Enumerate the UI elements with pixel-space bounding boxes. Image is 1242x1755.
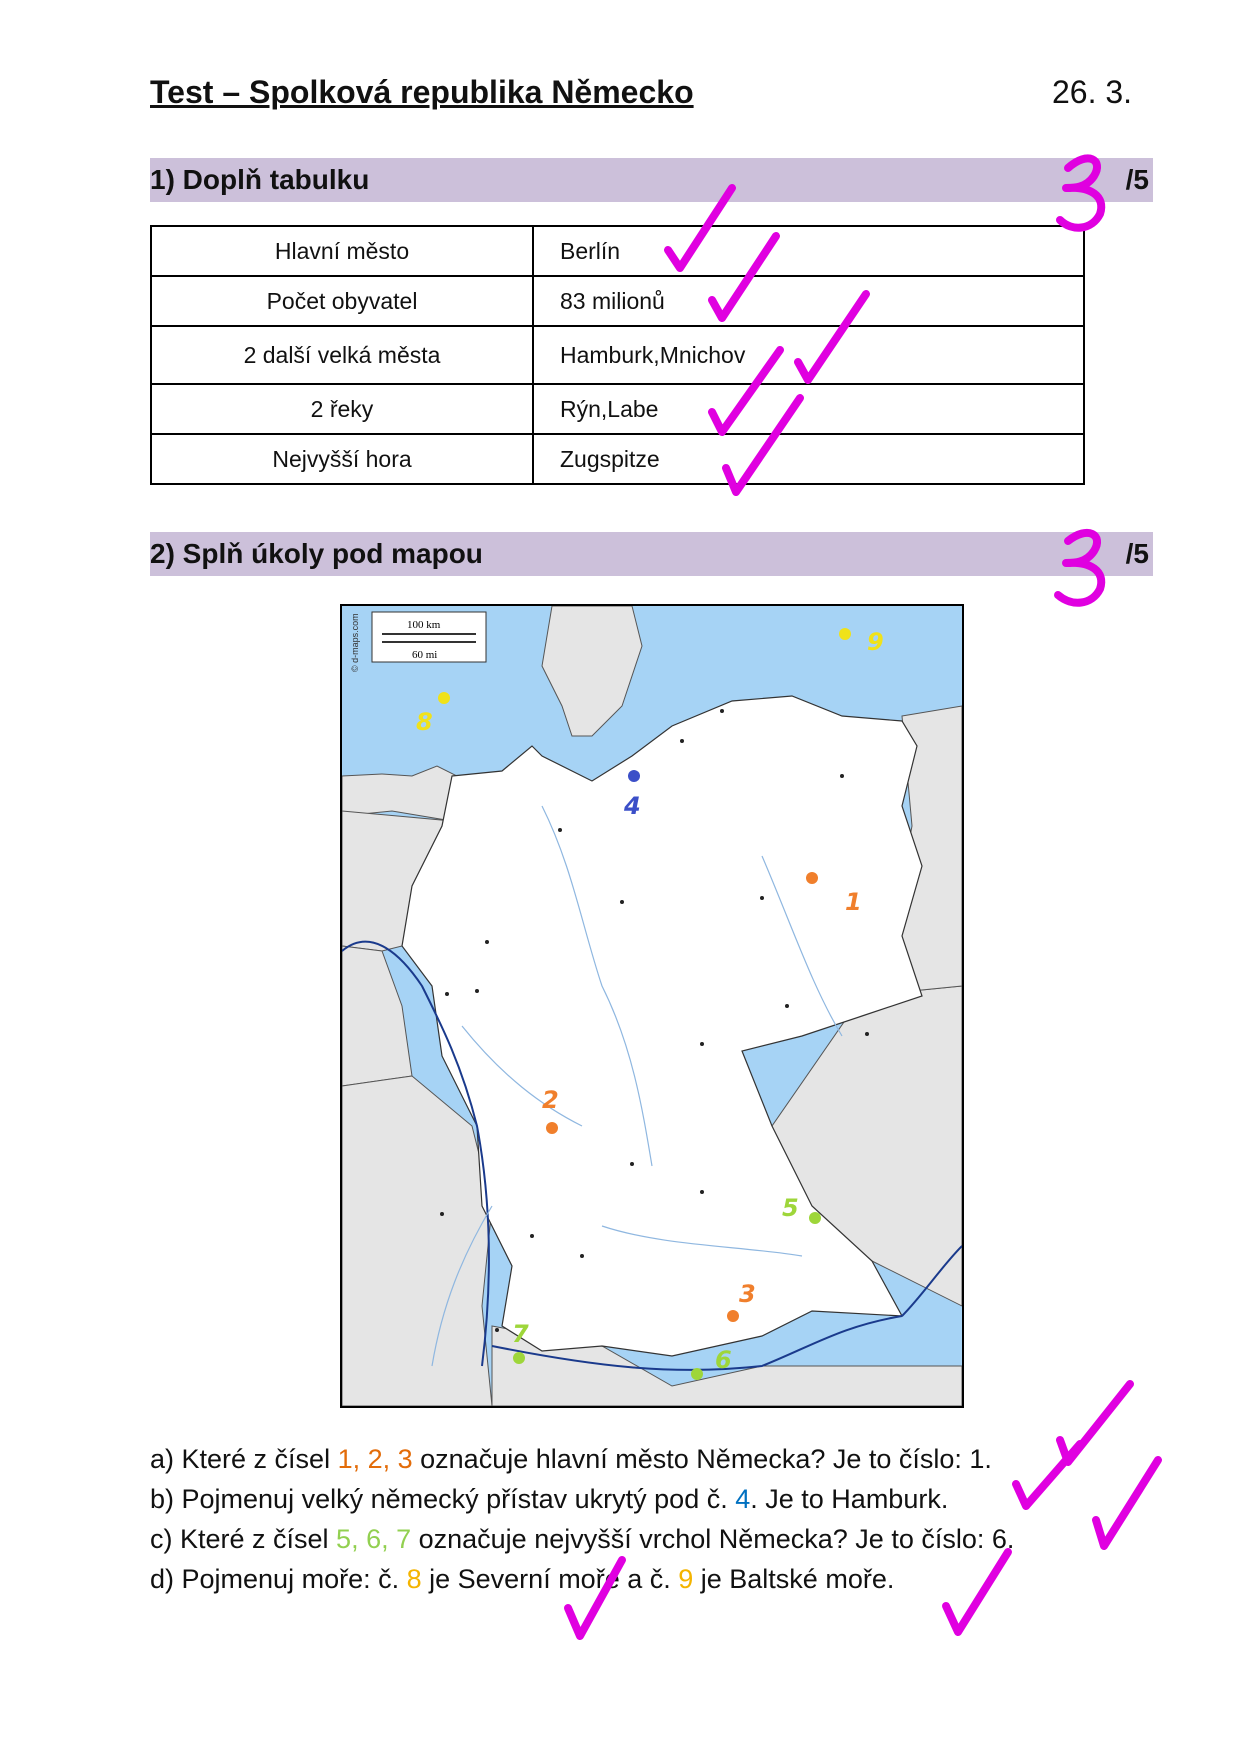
facts-table [150, 225, 1085, 485]
table-value: 83 milionů [533, 276, 1084, 326]
marker-7-dot [513, 1352, 525, 1364]
table-key: Nejvyšší hora [151, 434, 533, 484]
section-1-label: 1) Doplň tabulku [150, 164, 370, 195]
table-value: Berlín [533, 226, 1084, 276]
question-a: a) Které z čísel 1, 2, 3 označuje hlavní město Německa? Je to číslo: 1. [150, 1444, 992, 1474]
germany-map [340, 604, 964, 1408]
table-row [151, 384, 1084, 434]
marker-5-dot [809, 1212, 821, 1224]
marker-2-dot [546, 1122, 558, 1134]
section-1-score: /5 [1125, 164, 1149, 195]
question-c-numbers: 5, 6, 7 [336, 1524, 412, 1554]
table-row [151, 434, 1084, 484]
check-mark-icon [1096, 1460, 1158, 1546]
marker-1-label: 1 [845, 888, 862, 916]
marker-9-dot [839, 628, 851, 640]
table-key: 2 řeky [151, 384, 533, 434]
table-key: Hlavní město [151, 226, 533, 276]
question-a-numbers: 1, 2, 3 [337, 1444, 413, 1474]
marker-3-label: 3 [739, 1280, 756, 1308]
map-svg [342, 606, 962, 1406]
marker-2-label: 2 [542, 1086, 559, 1114]
map-credit: © d-maps.com [350, 613, 360, 672]
section-2-score: /5 [1125, 538, 1149, 569]
table-row [151, 276, 1084, 326]
table-value: Zugspitze [533, 434, 1084, 484]
marker-8-label: 8 [416, 708, 433, 736]
page-title: Test – Spolková republika Německo [150, 74, 694, 110]
test-date: 26. 3. [1052, 74, 1133, 110]
marker-6-dot [691, 1368, 703, 1380]
question-c: c) Které z čísel 5, 6, 7 označuje nejvyšší vrchol Německa? Je to číslo: 6. [150, 1524, 1015, 1554]
marker-6-label: 6 [715, 1346, 732, 1374]
check-mark-icon [946, 1552, 1008, 1632]
marker-9-label: 9 [867, 628, 884, 656]
table-row [151, 226, 1084, 276]
marker-7-label: 7 [512, 1320, 529, 1348]
marker-1-dot [806, 872, 818, 884]
marker-5-label: 5 [782, 1194, 799, 1222]
check-mark-icon [1016, 1444, 1080, 1506]
table-value: Hamburk,Mnichov [533, 326, 1084, 384]
marker-4-label: 4 [624, 792, 641, 820]
marker-3-dot [727, 1310, 739, 1322]
question-d: d) Pojmenuj moře: č. 8 je Severní moře a č. 9 je Baltské moře. [150, 1564, 895, 1594]
scale-mi-label: 60 mi [412, 649, 438, 661]
marker-4-dot [628, 770, 640, 782]
section-1-header [150, 158, 1153, 202]
check-mark-icon [1060, 1384, 1130, 1462]
question-b: b) Pojmenuj velký německý přístav ukrytý pod č. 4. Je to Hamburk. [150, 1484, 949, 1514]
section-2-header [150, 532, 1153, 576]
table-key: Počet obyvatel [151, 276, 533, 326]
table-value: Rýn,Labe [533, 384, 1084, 434]
question-b-number: 4 [735, 1484, 751, 1514]
question-d-number-9: 9 [678, 1564, 694, 1594]
section-2-label: 2) Splň úkoly pod mapou [150, 538, 483, 569]
table-row [151, 326, 1084, 384]
neighbor-france [342, 1076, 492, 1406]
question-d-number-8: 8 [406, 1564, 422, 1594]
scale-km-label: 100 km [407, 619, 441, 631]
table-key: 2 další velká města [151, 326, 533, 384]
marker-8-dot [438, 692, 450, 704]
